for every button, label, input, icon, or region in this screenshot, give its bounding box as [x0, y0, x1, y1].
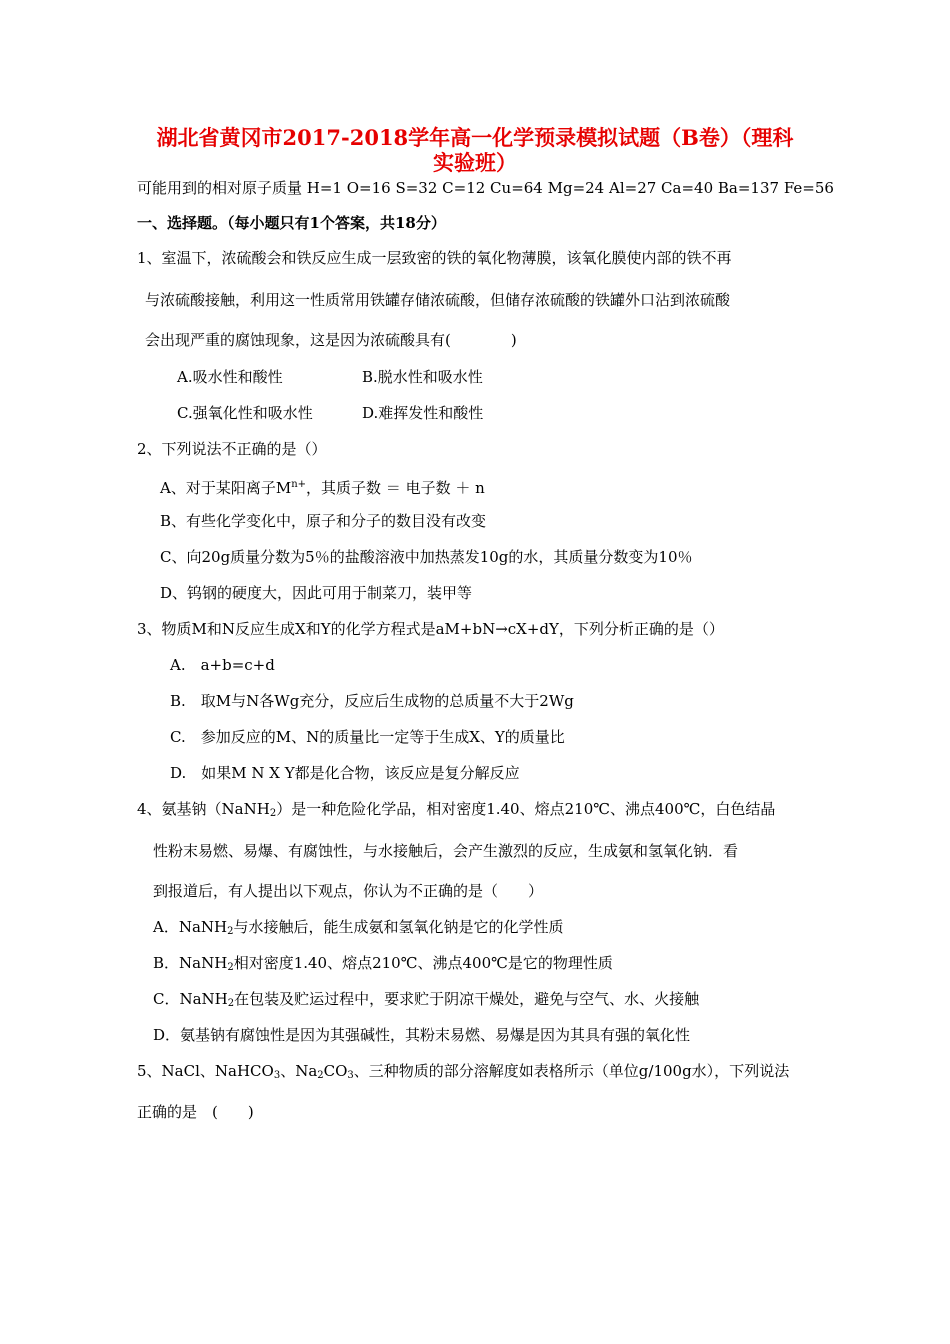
q1-option-d: D.难挥发性和酸性	[362, 404, 484, 422]
section-heading: 一、选择题。（每小题只有1个答案，共18分）	[137, 214, 446, 232]
q4-option-c: C．NaNH$_2$在包装及贮运过程中，要求贮于阴凉干燥处，避免与空气、水、火接触	[153, 990, 700, 1009]
q1-option-a: A.吸水性和酸性	[177, 368, 283, 386]
q5-stem-line1: 5、NaCl、NaHCO$_3$、$Na_2CO_3$、三种物质的部分溶解度如表格所示（单位g/100g水），下列说法	[137, 1062, 790, 1081]
q3-option-b: B. 取M与N各Wg充分，反应后生成物的总质量不大于2Wg	[170, 692, 574, 710]
q3-option-d: D. 如果M N X Y都是化合物，该反应是复分解反应	[170, 764, 520, 782]
q4-stem-line2: 性粉末易燃、易爆、有腐蚀性，与水接触后，会产生激烈的反应，生成氨和氢氧化钠．看	[153, 842, 739, 860]
q3-option-a: A. a+b=c+d	[170, 656, 275, 674]
q4-stem-line1: 4、氨基钠（NaNH$_2$）是一种危险化学品，相对密度1.40、熔点210℃、沸点400℃，白色结晶	[137, 800, 776, 819]
document-title-line1: 湖北省黄冈市2017-2018学年高一化学预录模拟试题（B卷）（理科	[156, 125, 794, 150]
q4-stem-line3: 到报道后，有人提出以下观点，你认为不正确的是（ ）	[153, 882, 544, 900]
q2-option-d: D、钨钢的硬度大，因此可用于制菜刀，装甲等	[160, 584, 473, 602]
q4-option-b: B．NaNH$_2$相对密度1.40、熔点210℃、沸点400℃是它的物理性质	[153, 954, 613, 973]
q1-option-c: C.强氧化性和吸水性	[177, 404, 313, 422]
q3-option-c: C. 参加反应的M、N的质量比一定等于生成X、Y的质量比	[170, 728, 565, 746]
atomic-masses-note: 可能用到的相对原子质量 H=1 O=16 S=32 C=12 Cu=64 Mg=24 Al=27 Ca=40 Ba=137 Fe=56	[137, 179, 834, 197]
q2-stem: 2、下列说法不正确的是（）	[137, 440, 327, 458]
q2-option-c: C、向20g质量分数为5％的盐酸溶液中加热蒸发10g的水，其质量分数变为10％	[160, 548, 693, 566]
q3-stem: 3、物质M和N反应生成X和Y的化学方程式是aM+bN→cX+dY，下列分析正确的是（）	[137, 620, 724, 638]
q5-stem-line2: 正确的是 ( )	[137, 1103, 254, 1121]
q1-stem-line2: 与浓硫酸接触，利用这一性质常用铁罐存储浓硫酸，但储存浓硫酸的铁罐外口沾到浓硫酸	[145, 291, 731, 309]
q1-stem-line1: 1、室温下，浓硫酸会和铁反应生成一层致密的铁的氧化物薄膜，该氧化膜使内部的铁不再	[137, 249, 732, 267]
q2-option-b: B、有些化学变化中，原子和分子的数目没有改变	[160, 512, 487, 530]
q4-option-a: A．NaNH$_2$与水接触后，能生成氨和氢氧化钠是它的化学性质	[153, 918, 564, 937]
q1-option-b: B.脱水性和吸水性	[362, 368, 483, 386]
q1-stem-line3: 会出现严重的腐蚀现象，这是因为浓硫酸具有( )	[145, 331, 517, 349]
q4-option-d: D．氨基钠有腐蚀性是因为其强碱性，其粉末易燃、易爆是因为其具有强的氧化性	[153, 1026, 691, 1044]
q2-option-a: A、对于某阳离子$M^{n+}$，其质子数 ＝ 电子数 ＋ n	[160, 479, 485, 497]
document-title-line2: 实验班）	[433, 150, 517, 175]
